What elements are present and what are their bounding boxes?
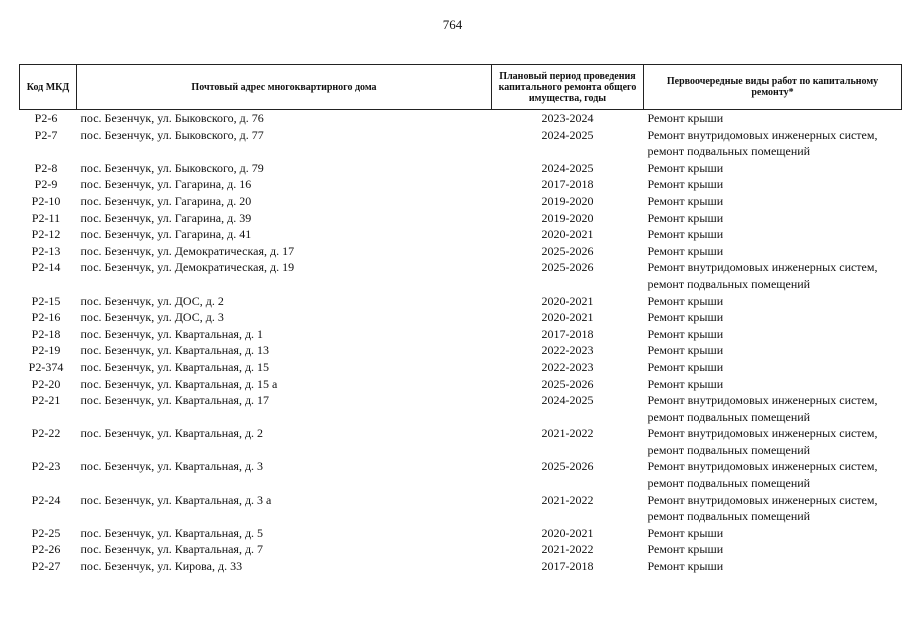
cell-period: 2025-2026 — [541, 260, 594, 275]
table-row — [20, 176, 902, 193]
cell-period: 2019-2020 — [541, 193, 594, 208]
cell-period: 2021-2022 — [541, 542, 594, 557]
cell-code: Р2-7 — [34, 127, 58, 142]
cell-period: 2025-2026 — [541, 243, 594, 258]
cell-code: Р2-6 — [34, 111, 58, 125]
cell-address: пос. Безенчук, ул. Кирова, д. 33 — [80, 559, 243, 574]
work-item: ремонт подвальных помещений — [647, 476, 811, 491]
cell-address: пос. Безенчук, ул. Гагарина, д. 41 — [80, 227, 252, 242]
capital-repair-table-wrap — [19, 64, 901, 575]
cell-period: 2021-2022 — [541, 426, 594, 441]
cell-works — [644, 243, 902, 260]
work-item: Ремонт крыши — [647, 210, 724, 225]
cell-period: 2025-2026 — [541, 376, 594, 391]
cell-code: Р2-26 — [31, 542, 61, 557]
work-item: Ремонт крыши — [647, 160, 724, 175]
cell-code: Р2-374 — [28, 359, 64, 374]
work-item: Ремонт крыши — [647, 376, 724, 391]
work-item: Ремонт крыши — [647, 243, 724, 258]
table-row — [20, 127, 902, 160]
cell-code: Р2-11 — [31, 210, 61, 225]
cell-address: пос. Безенчук, ул. Квартальная, д. 2 — [80, 426, 264, 441]
table-header — [20, 65, 902, 110]
cell-code: Р2-8 — [34, 160, 58, 175]
cell-works — [644, 541, 902, 558]
cell-period: 2022-2023 — [541, 343, 594, 358]
cell-code: Р2-21 — [31, 393, 61, 408]
cell-code: Р2-27 — [31, 559, 61, 574]
table-row — [20, 160, 902, 177]
cell-period: 2025-2026 — [541, 459, 594, 474]
work-item: Ремонт крыши — [647, 293, 724, 308]
cell-works — [644, 210, 902, 227]
cell-works — [644, 558, 902, 575]
cell-address: пос. Безенчук, ул. Квартальная, д. 3 а — [80, 492, 272, 507]
cell-works — [644, 458, 902, 491]
cell-works — [644, 342, 902, 359]
cell-code: Р2-24 — [31, 492, 61, 507]
cell-code: Р2-15 — [31, 293, 61, 308]
table-row — [20, 425, 902, 458]
work-item: Ремонт крыши — [647, 227, 724, 242]
cell-period: 2020-2021 — [541, 310, 594, 325]
work-item: Ремонт внутридомовых инженерных систем, — [647, 260, 878, 275]
cell-code: Р2-20 — [31, 376, 61, 391]
work-item: Ремонт внутридомовых инженерных систем, — [647, 393, 878, 408]
work-item: ремонт подвальных помещений — [647, 276, 811, 291]
cell-period: 2024-2025 — [541, 127, 594, 142]
table-row — [20, 309, 902, 326]
cell-works — [644, 193, 902, 210]
work-item: ремонт подвальных помещений — [647, 509, 811, 524]
cell-period: 2021-2022 — [541, 492, 594, 507]
table-row — [20, 558, 902, 575]
cell-address: пос. Безенчук, ул. Квартальная, д. 7 — [80, 542, 264, 557]
cell-code: Р2-25 — [31, 525, 61, 540]
table-row — [20, 376, 902, 393]
cell-period: 2024-2025 — [541, 160, 594, 175]
work-item: Ремонт внутридомовых инженерных систем, — [647, 459, 878, 474]
table-row — [20, 259, 902, 292]
cell-code: Р2-22 — [31, 426, 61, 441]
cell-address: пос. Безенчук, ул. Квартальная, д. 5 — [80, 525, 264, 540]
table-row — [20, 226, 902, 243]
cell-address: пос. Безенчук, ул. ДОС, д. 3 — [80, 310, 224, 325]
cell-address: пос. Безенчук, ул. Быковского, д. 77 — [80, 127, 264, 142]
cell-period: 2023-2024 — [541, 111, 594, 125]
cell-code: Р2-23 — [31, 459, 61, 474]
cell-period: 2024-2025 — [541, 393, 594, 408]
cell-works — [644, 359, 902, 376]
table-row — [20, 541, 902, 558]
work-item: ремонт подвальных помещений — [647, 442, 811, 457]
cell-address: пос. Безенчук, ул. ДОС, д. 2 — [80, 293, 224, 308]
header-period: Плановый период проведения капитального ремонта общего имущества, годы — [492, 65, 644, 110]
table-row — [20, 392, 902, 425]
header-code: Код МКД — [20, 65, 77, 110]
cell-address: пос. Безенчук, ул. Демократическая, д. 19 — [80, 260, 295, 275]
table-row — [20, 458, 902, 491]
cell-works — [644, 525, 902, 542]
cell-period: 2022-2023 — [541, 359, 594, 374]
cell-works — [644, 176, 902, 193]
header-works: Первоочередные виды работ по капитальному ремонту* — [644, 65, 902, 110]
table-row — [20, 359, 902, 376]
cell-address: пос. Безенчук, ул. Квартальная, д. 15 а — [80, 376, 278, 391]
cell-code: Р2-14 — [31, 260, 61, 275]
cell-works — [644, 425, 902, 458]
table-row — [20, 492, 902, 525]
cell-address: пос. Безенчук, ул. Квартальная, д. 3 — [80, 459, 264, 474]
cell-code: Р2-12 — [31, 227, 61, 242]
cell-works — [644, 293, 902, 310]
cell-period: 2019-2020 — [541, 210, 594, 225]
cell-code: Р2-13 — [31, 243, 61, 258]
cell-code: Р2-19 — [31, 343, 61, 358]
table-row — [20, 342, 902, 359]
table-row — [20, 243, 902, 260]
cell-period: 2020-2021 — [541, 525, 594, 540]
cell-address: пос. Безенчук, ул. Быковского, д. 79 — [80, 160, 264, 175]
cell-address: пос. Безенчук, ул. Квартальная, д. 17 — [80, 393, 270, 408]
cell-works — [644, 326, 902, 343]
cell-works — [644, 309, 902, 326]
work-item: Ремонт крыши — [647, 111, 724, 125]
cell-address: пос. Безенчук, ул. Быковского, д. 76 — [80, 111, 264, 125]
header-address: Почтовый адрес многоквартирного дома — [77, 65, 492, 110]
cell-address: пос. Безенчук, ул. Гагарина, д. 16 — [80, 177, 252, 192]
cell-address: пос. Безенчук, ул. Квартальная, д. 1 — [80, 326, 264, 341]
cell-works — [644, 376, 902, 393]
cell-works — [644, 127, 902, 160]
cell-address: пос. Безенчук, ул. Гагарина, д. 39 — [80, 210, 252, 225]
cell-period: 2017-2018 — [541, 177, 594, 192]
cell-address: пос. Безенчук, ул. Квартальная, д. 15 — [80, 359, 270, 374]
capital-repair-table — [19, 64, 902, 575]
cell-code: Р2-10 — [31, 193, 61, 208]
cell-period: 2017-2018 — [541, 559, 594, 574]
work-item: ремонт подвальных помещений — [647, 144, 811, 159]
work-item: Ремонт крыши — [647, 310, 724, 325]
work-item: ремонт подвальных помещений — [647, 409, 811, 424]
cell-address: пос. Безенчук, ул. Гагарина, д. 20 — [80, 193, 252, 208]
work-item: Ремонт внутридомовых инженерных систем, — [647, 492, 878, 507]
work-item: Ремонт крыши — [647, 343, 724, 358]
cell-code: Р2-16 — [31, 310, 61, 325]
cell-code: Р2-18 — [31, 326, 61, 341]
work-item: Ремонт внутридомовых инженерных систем, — [647, 127, 878, 142]
cell-works — [644, 492, 902, 525]
table-row — [20, 293, 902, 310]
work-item: Ремонт крыши — [647, 193, 724, 208]
cell-works — [644, 259, 902, 292]
table-row — [20, 210, 902, 227]
work-item: Ремонт крыши — [647, 326, 724, 341]
page-number: 764 — [442, 17, 463, 32]
table-row — [20, 110, 902, 127]
cell-works — [644, 160, 902, 177]
work-item: Ремонт крыши — [647, 542, 724, 557]
cell-works — [644, 392, 902, 425]
table-header-row — [20, 65, 902, 110]
cell-address: пос. Безенчук, ул. Демократическая, д. 17 — [80, 243, 295, 258]
cell-address: пос. Безенчук, ул. Квартальная, д. 13 — [80, 343, 270, 358]
work-item: Ремонт крыши — [647, 559, 724, 574]
cell-period: 2020-2021 — [541, 293, 594, 308]
table-row — [20, 193, 902, 210]
work-item: Ремонт внутридомовых инженерных систем, — [647, 426, 878, 441]
work-item: Ремонт крыши — [647, 177, 724, 192]
cell-works — [644, 226, 902, 243]
cell-works — [644, 110, 902, 127]
table-body — [20, 110, 902, 575]
cell-period: 2020-2021 — [541, 227, 594, 242]
cell-period: 2017-2018 — [541, 326, 594, 341]
work-item: Ремонт крыши — [647, 525, 724, 540]
table-row — [20, 326, 902, 343]
table-row — [20, 525, 902, 542]
work-item: Ремонт крыши — [647, 359, 724, 374]
cell-code: Р2-9 — [34, 177, 58, 192]
